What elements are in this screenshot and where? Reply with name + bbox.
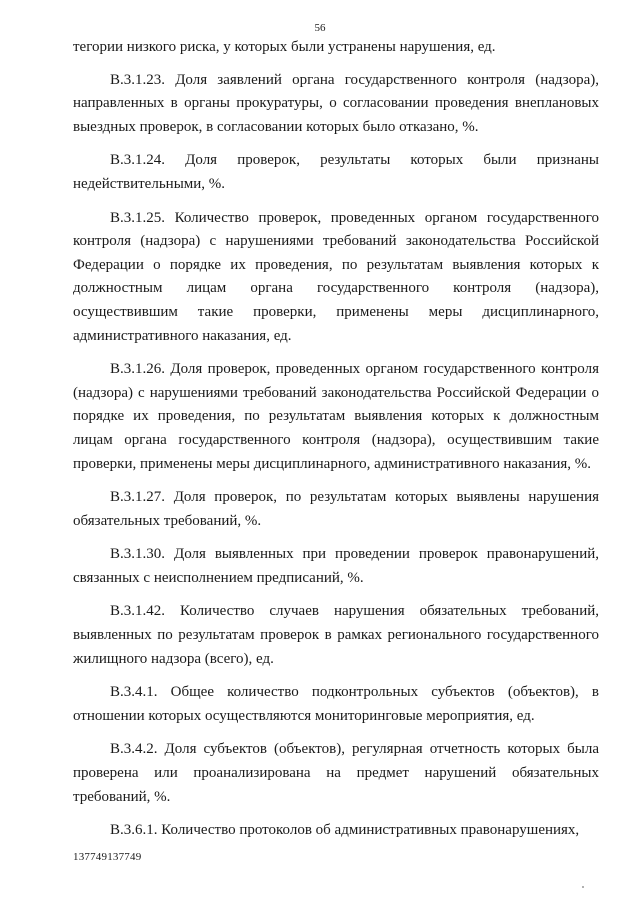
document-id: 137749137749 — [73, 851, 142, 863]
page-number: 56 — [314, 22, 326, 34]
paragraph-b-3-1-42: В.3.1.42. Количество случаев нарушения обязательных требований, выявленных по результатам проверок в рамках регионального государственного жилищного надзора (всего), ед. — [73, 603, 599, 667]
document-body — [73, 36, 599, 843]
paragraph-b-3-6-1: В.3.6.1. Количество протоколов об административных правонарушениях, — [110, 822, 580, 839]
paragraph-b-3-4-1: В.3.4.1. Общее количество подконтрольных субъектов (объектов), в отношении которых осуществляются мониторинговые мероприятия, ед. — [73, 684, 599, 724]
paragraph-b-3-4-2: В.3.4.2. Доля субъектов (объектов), регулярная отчетность которых была проверена или проанализирована на предмет нарушений обязательных требований, %. — [73, 741, 599, 805]
paragraph-b-3-1-27: В.3.1.27. Доля проверок, по результатам которых выявлены нарушения обязательных требований, %. — [73, 489, 599, 529]
paragraph-b-3-1-25: В.3.1.25. Количество проверок, проведенных органом государственного контроля (надзора) с нарушениями требований законодательства Российской Федерации о порядке их проведения, по результатам выявления которых к должностным лицам органа государственного контроля (надзора), осуществившим такие проверки, применены меры дисциплинарного, административного наказания, ед. — [73, 209, 599, 344]
paragraph-b-3-1-26: В.3.1.26. Доля проверок, проведенных органом государственного контроля (надзора) с нарушениями требований законодательства Российской Федерации о порядке их проведения, по результатам выявления которых к должностным лицам органа государственного контроля (надзора), осуществившим такие проверки, применены меры дисциплинарного, административного наказания, %. — [73, 361, 599, 472]
paragraph-b-3-1-23: В.3.1.23. Доля заявлений органа государственного контроля (надзора), направленных в органы прокуратуры, о согласовании проведения внеплановых выездных проверок, в согласовании которых было отказано, %. — [73, 71, 599, 135]
scan-dot — [582, 886, 584, 888]
paragraph-b-3-1-24: В.3.1.24. Доля проверок, результаты которых были признаны недействительными, %. — [73, 152, 599, 192]
paragraph-continuation: тегории низкого риска, у которых были устранены нарушения, ед. — [73, 39, 496, 55]
paragraph-b-3-1-30: В.3.1.30. Доля выявленных при проведении проверок правонарушений, связанных с неисполнением предписаний, %. — [73, 546, 599, 586]
